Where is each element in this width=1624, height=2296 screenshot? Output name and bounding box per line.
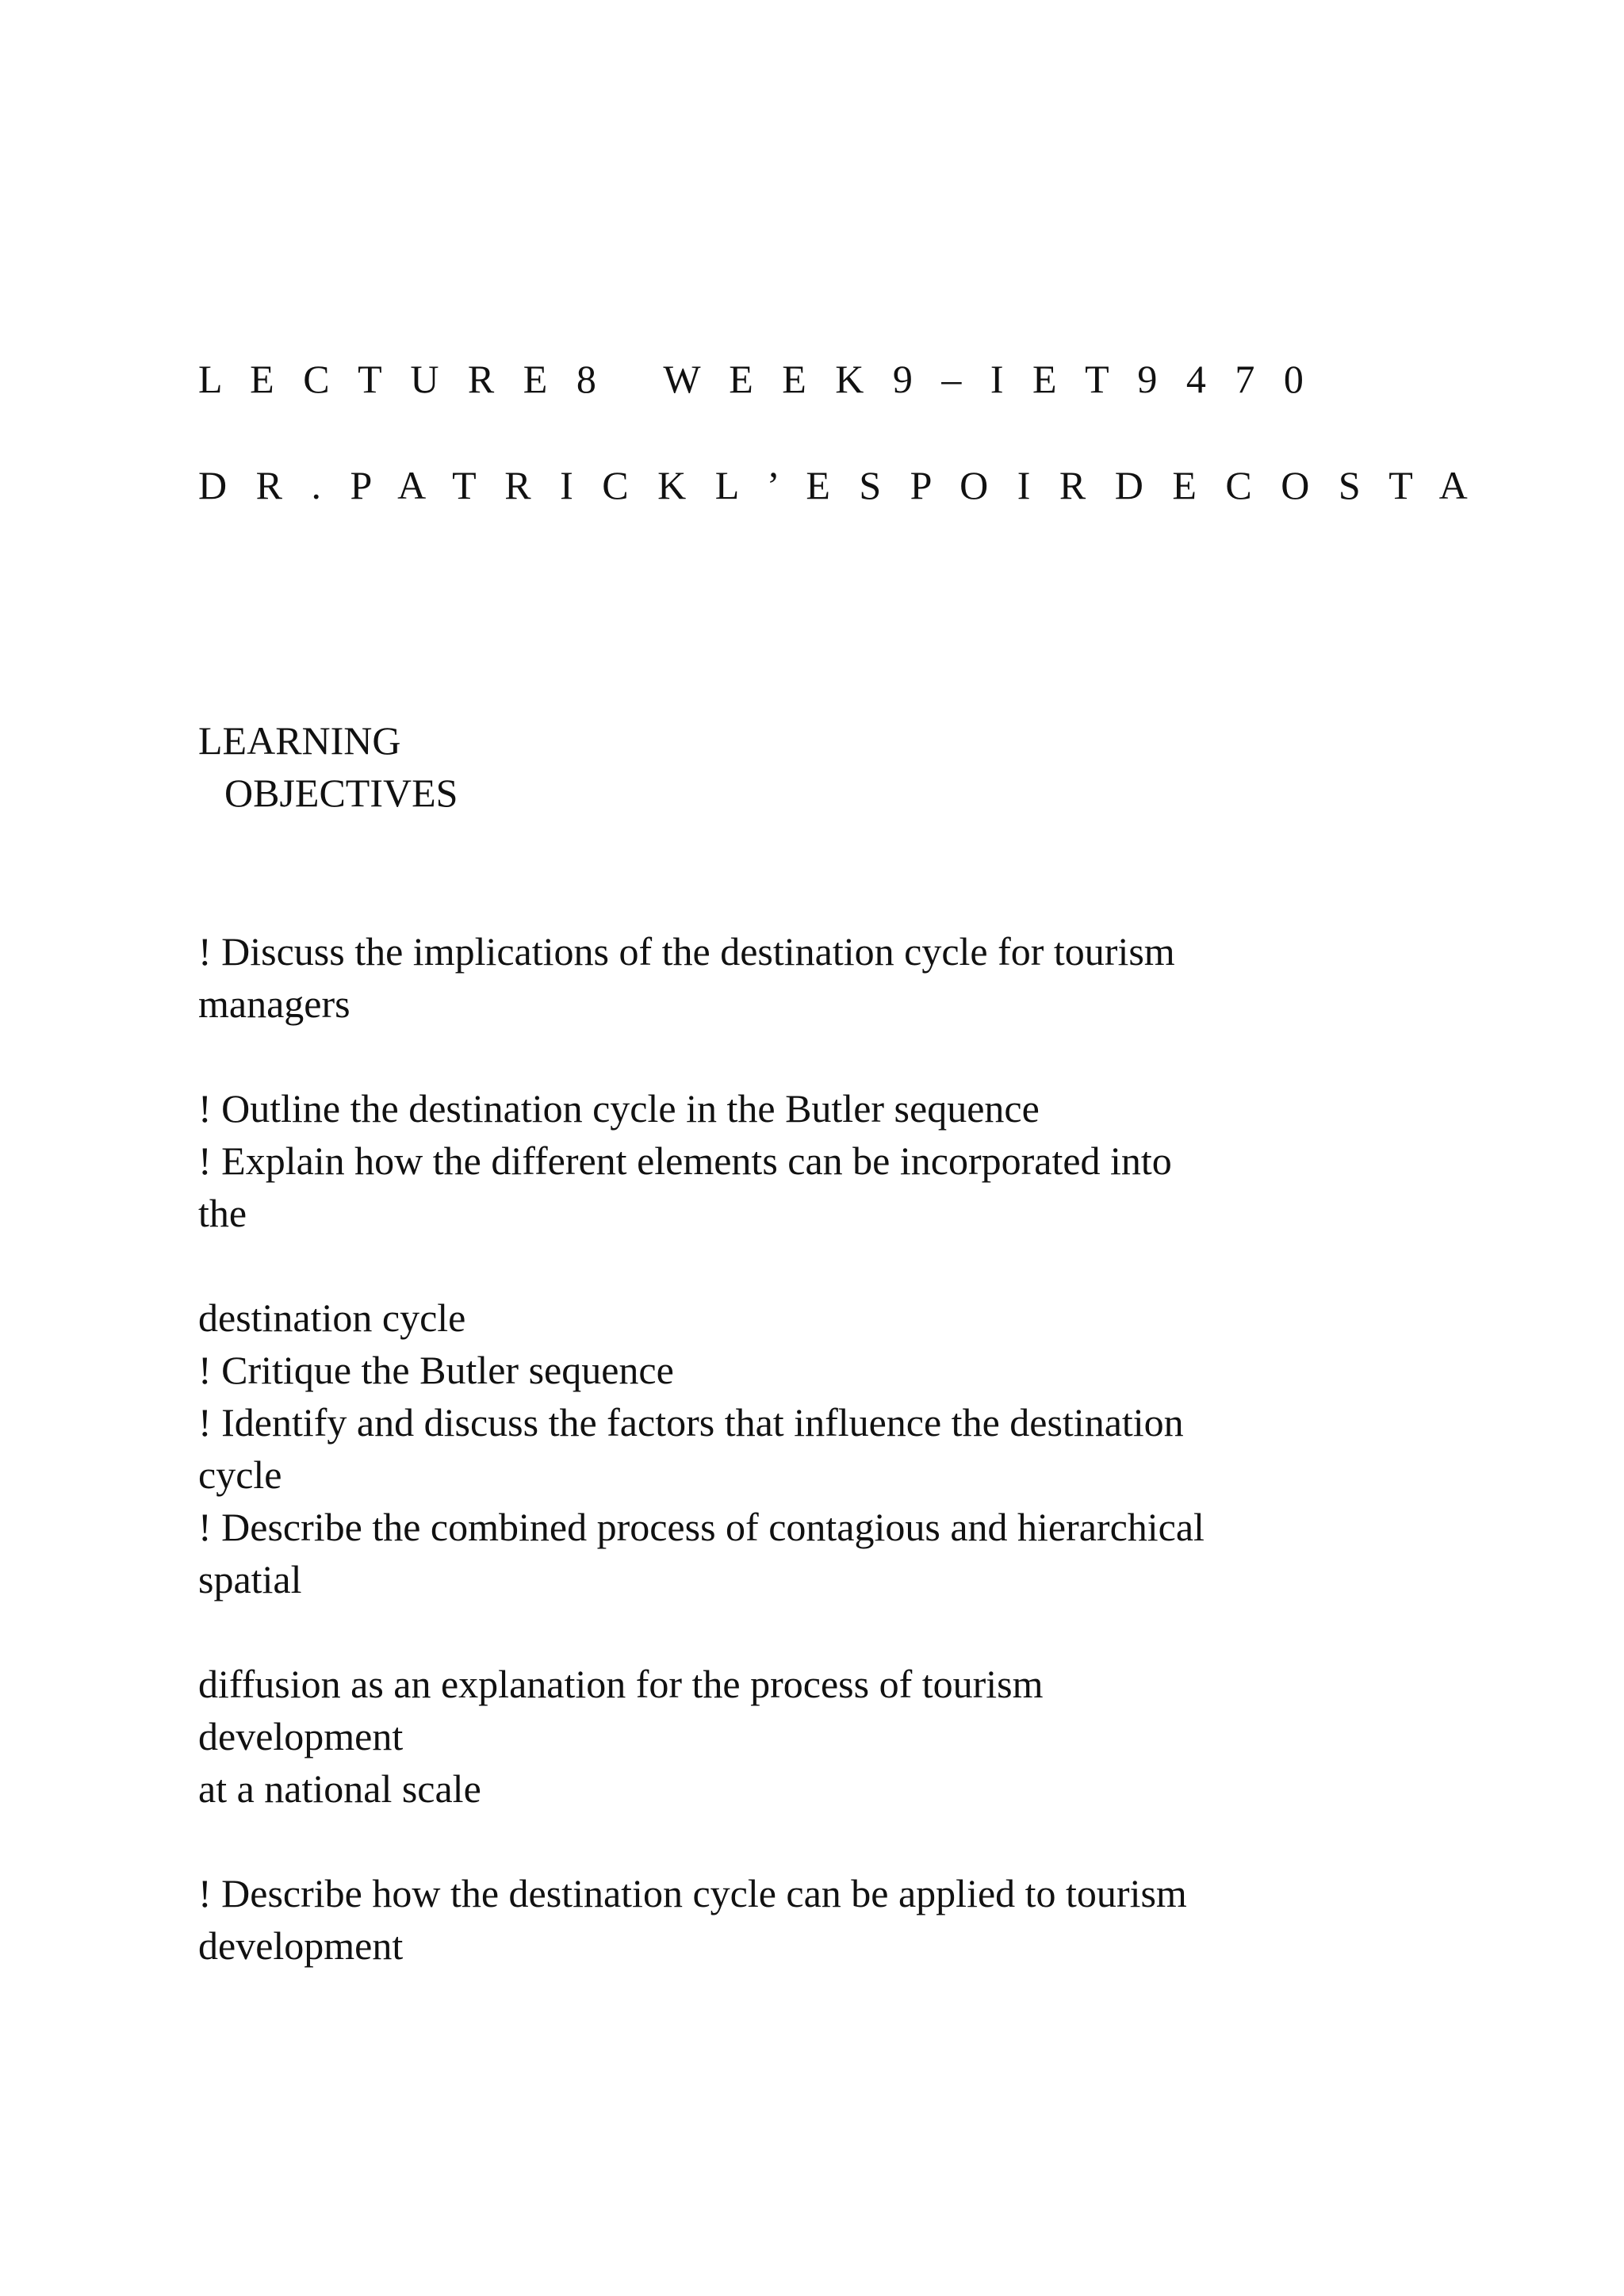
objective-line: development	[198, 1923, 404, 1968]
lecture-heading: L E C T U R E 8 W E E K 9 – I E T 9 4 7 0	[198, 357, 1313, 401]
section-title-line-2: OBJECTIVES	[224, 771, 458, 815]
section-title-line-1: LEARNING	[198, 718, 401, 763]
objective-line: destination cycle	[198, 1295, 466, 1340]
objective-line: at a national scale	[198, 1766, 481, 1811]
objective-line: ! Discuss the implications of the destination cycle for tourism	[198, 929, 1175, 974]
objective-line: cycle	[198, 1452, 282, 1497]
objective-line: the	[198, 1191, 247, 1235]
objective-line: ! Critique the Butler sequence	[198, 1348, 674, 1392]
objective-line: ! Describe how the destination cycle can be applied to tourism	[198, 1871, 1187, 1915]
objective-line: ! Describe the combined process of contagious and hierarchical	[198, 1505, 1205, 1549]
objective-line: diffusion as an explanation for the process of tourism	[198, 1662, 1044, 1706]
objective-line: development	[198, 1714, 404, 1758]
objective-line: ! Identify and discuss the factors that influence the destination	[198, 1400, 1184, 1445]
author-heading: D R . P A T R I C K L ’ E S P O I R D E C O S T A	[198, 463, 1477, 507]
objective-line: managers	[198, 982, 350, 1026]
objective-line: spatial	[198, 1557, 302, 1601]
objective-line: ! Outline the destination cycle in the Butler sequence	[198, 1086, 1040, 1131]
objective-line: ! Explain how the different elements can be incorporated into	[198, 1138, 1172, 1183]
